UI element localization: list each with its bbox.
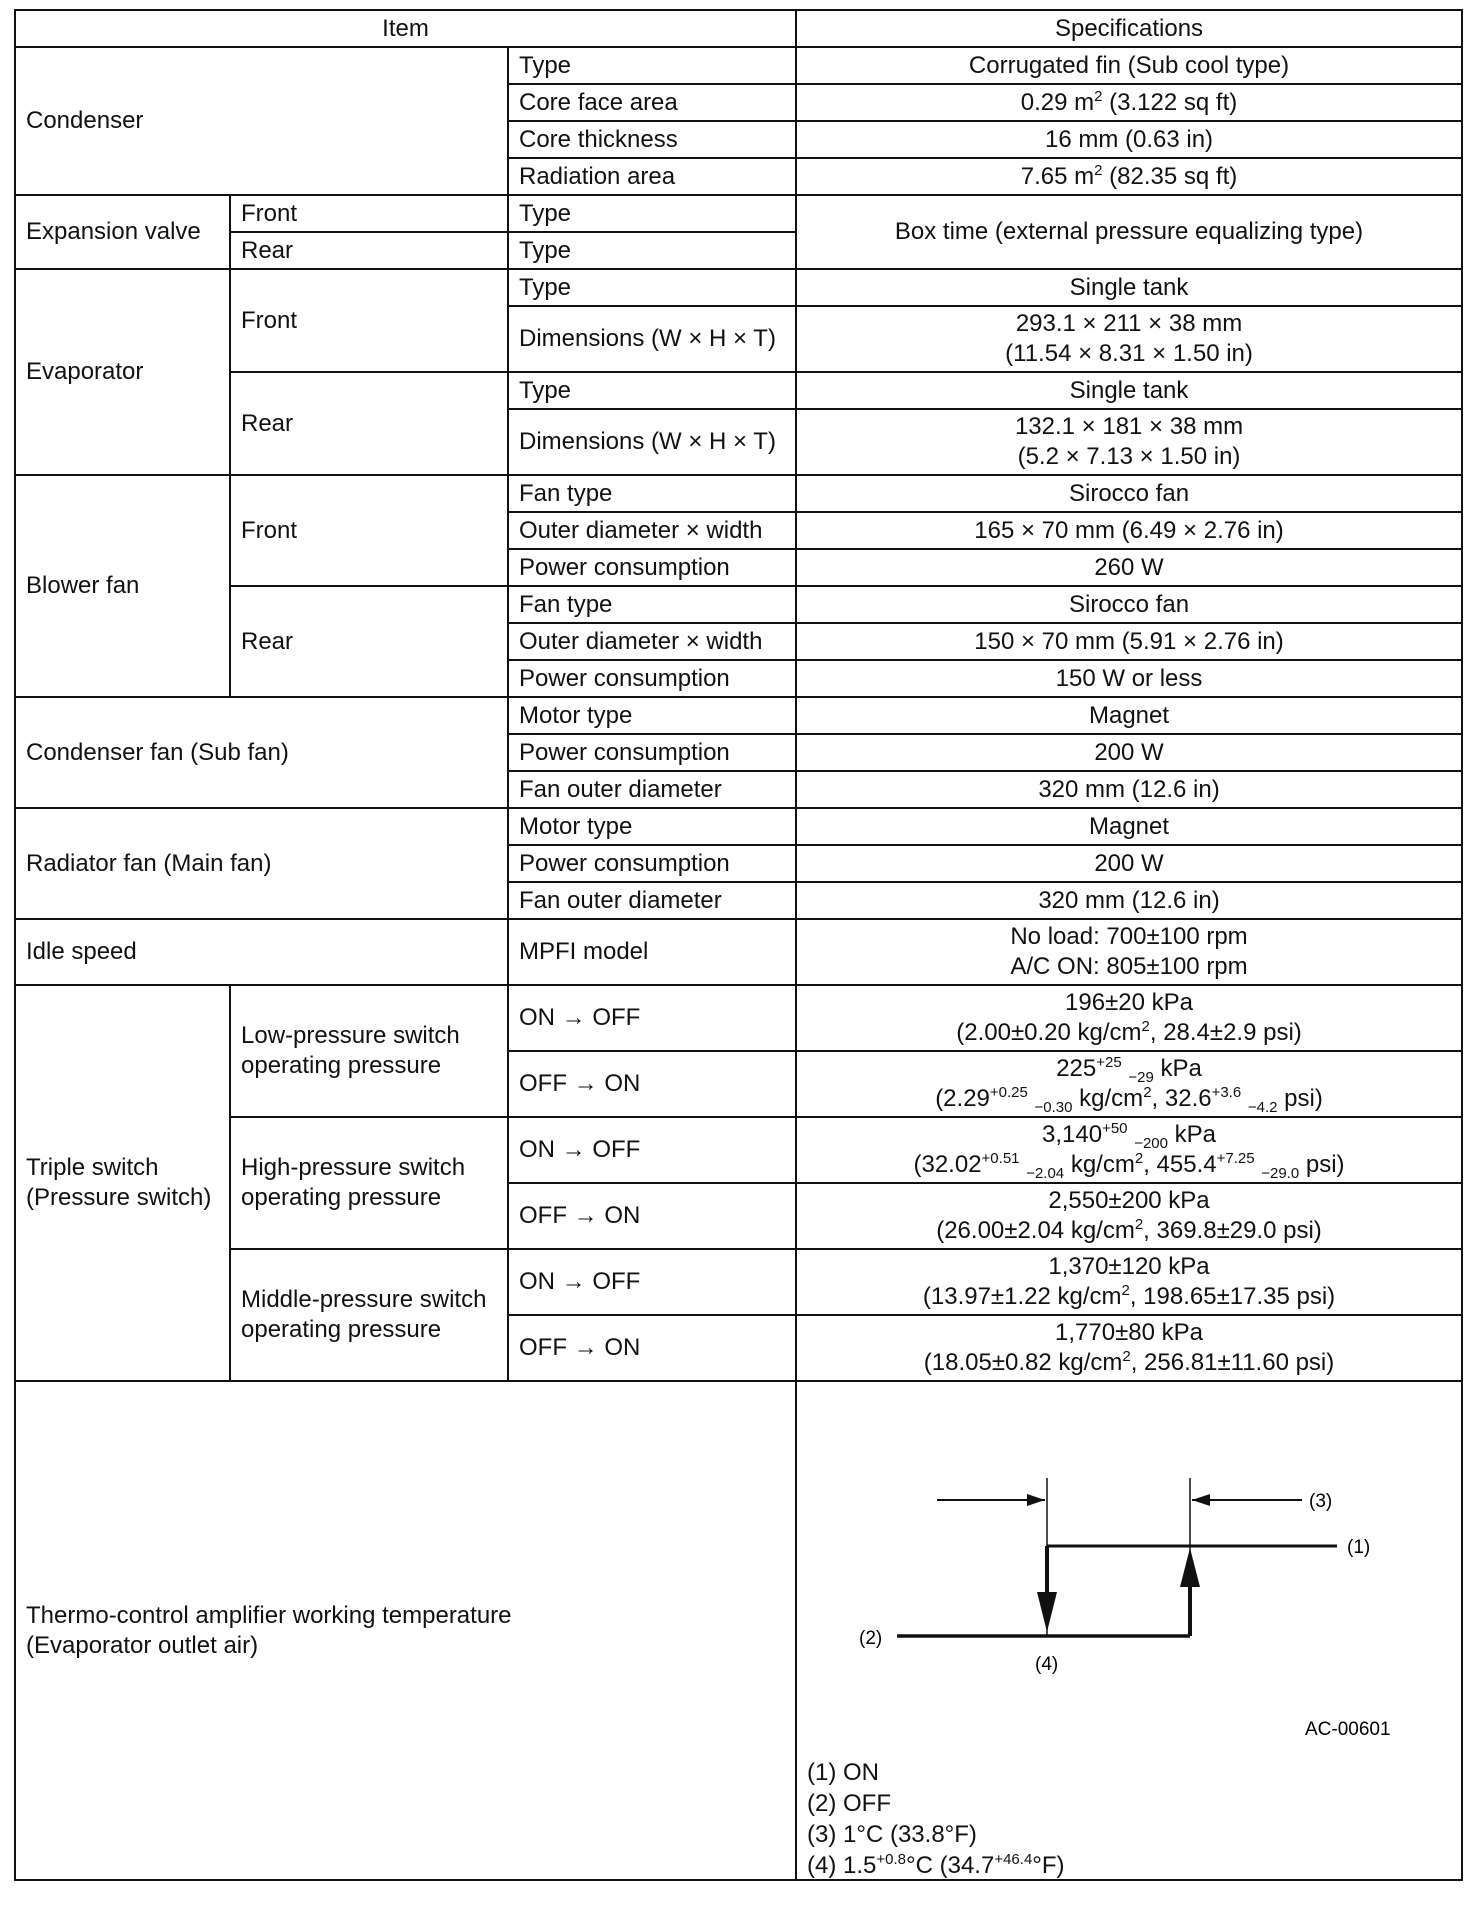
param-cell: Power consumption (508, 660, 796, 697)
middle-pressure-switch-label: Middle-pressure switch operating pressure (230, 1249, 508, 1381)
param-cell: OFF → ON (508, 1183, 796, 1249)
param-cell: Fan type (508, 586, 796, 623)
value-cell: 1,770±80 kPa (18.05±0.82 $kg/cm^2$, 256.81±11.60 psi) (796, 1315, 1462, 1381)
param-cell: Outer diameter × width (508, 512, 796, 549)
param-cell: Type (508, 372, 796, 409)
legend-item: (3) 1°C (33.8°F) (807, 1821, 977, 1848)
expansion-valve-label: Expansion valve (15, 195, 230, 269)
table-row (15, 372, 1462, 409)
condenser-label: Condenser (15, 47, 508, 195)
value-cell: Single tank (796, 372, 1462, 409)
dimension-arrow-right (1027, 1494, 1045, 1506)
subgroup-front: Front (230, 195, 508, 232)
callout-2: (2) (859, 1628, 883, 1649)
value-cell: Single tank (796, 269, 1462, 306)
idle-speed-label: Idle speed (15, 919, 508, 985)
value-cell: 165 × 70 mm (6.49 × 2.76 in) (796, 512, 1462, 549)
param-cell: Fan outer diameter (508, 771, 796, 808)
table-row (15, 985, 1462, 1051)
table-row (15, 1249, 1462, 1315)
value-cell: 293.1 × 211 × 38 mm (11.54 × 8.31 × 1.50 in) (796, 306, 1462, 372)
param-cell: Radiation area (508, 158, 796, 195)
table-row (15, 195, 1462, 232)
param-cell: Type (508, 47, 796, 84)
high-pressure-switch-label: High-pressure switch operating pressure (230, 1117, 508, 1249)
value-cell: 150 W or less (796, 660, 1462, 697)
condenser-fan-label: Condenser fan (Sub fan) (15, 697, 508, 808)
table-row (15, 919, 1462, 985)
param-cell: Outer diameter × width (508, 623, 796, 660)
diagram-legend (807, 1757, 1065, 1880)
value-cell: No load: 700±100 rpm A/C ON: 805±100 rpm (796, 919, 1462, 985)
thermo-diagram-cell (796, 1381, 1462, 1880)
value-cell: 320 mm (12.6 in) (796, 771, 1462, 808)
value-cell: 7.65 $m^2$ (82.35 sq ft) (796, 158, 1462, 195)
value-cell: 0.29 $m^2$ (3.122 sq ft) (796, 84, 1462, 121)
subgroup-rear: Rear (230, 232, 508, 269)
subgroup-rear: Rear (230, 586, 508, 697)
param-cell: ON → OFF (508, 1249, 796, 1315)
param-cell: Core thickness (508, 121, 796, 158)
subgroup-rear: Rear (230, 372, 508, 475)
value-cell: Sirocco fan (796, 475, 1462, 512)
callout-4: (4) (1035, 1654, 1059, 1675)
specifications-table (14, 9, 1463, 1881)
param-cell: OFF → ON (508, 1315, 796, 1381)
param-cell: Power consumption (508, 734, 796, 771)
table-row (15, 47, 1462, 84)
value-cell: 16 mm (0.63 in) (796, 121, 1462, 158)
value-cell: Box time (external pressure equalizing type) (796, 195, 1462, 269)
thermo-label: Thermo-control amplifier working temperature (Evaporator outlet air) (15, 1381, 796, 1880)
low-pressure-switch-label: Low-pressure switch operating pressure (230, 985, 508, 1117)
legend-item: (4) $1.5^{+0.8}^\circ C$ $(34.7^{+46.4}^\circ F)$ (807, 1851, 1065, 1879)
header-item: Item (15, 10, 796, 47)
value-cell: Corrugated fin (Sub cool type) (796, 47, 1462, 84)
up-arrow-head (1180, 1548, 1200, 1587)
table-header-row (15, 10, 1462, 47)
legend-item: (1) ON (807, 1759, 880, 1786)
value-cell: Magnet (796, 808, 1462, 845)
table-row (15, 475, 1462, 512)
param-cell: Type (508, 232, 796, 269)
param-cell: ON → OFF (508, 1117, 796, 1183)
param-cell: Dimensions (W × H × T) (508, 409, 796, 475)
value-cell: 1,370±120 kPa (13.97±1.22 $kg/cm^2$, 198.65±17.35 psi) (796, 1249, 1462, 1315)
value-cell: Sirocco fan (796, 586, 1462, 623)
value-cell: $225^{+25}$ $_{-29}$ kPa ($2.29^{+0.25}$ $_{-0.30}$ $kg/cm^2$, $32.6^{+3.6}$ $_{-4.2}$ psi) (796, 1051, 1462, 1117)
dimension-arrow-left (1192, 1494, 1210, 1506)
value-cell: 320 mm (12.6 in) (796, 882, 1462, 919)
table-row (15, 697, 1462, 734)
blower-fan-label: Blower fan (15, 475, 230, 697)
subgroup-front: Front (230, 475, 508, 586)
table-row (15, 269, 1462, 306)
value-cell: 260 W (796, 549, 1462, 586)
param-cell: MPFI model (508, 919, 796, 985)
param-cell: Core face area (508, 84, 796, 121)
table-row (15, 586, 1462, 623)
header-specifications: Specifications (796, 10, 1462, 47)
triple-switch-label: Triple switch (Pressure switch) (15, 985, 230, 1381)
callout-1: (1) (1347, 1537, 1371, 1558)
thermo-diagram (797, 1382, 1461, 1877)
table-row (15, 1117, 1462, 1183)
legend-item: (2) OFF (807, 1790, 892, 1817)
value-cell: Magnet (796, 697, 1462, 734)
figure-id: AC-00601 (1305, 1719, 1391, 1740)
param-cell: Type (508, 269, 796, 306)
param-cell: ON → OFF (508, 985, 796, 1051)
param-cell: Motor type (508, 808, 796, 845)
value-cell: $3,140^{+50}$ $_{-200}$ kPa ($32.02^{+0.51}$ $_{-2.04}$ $kg/cm^2$, $455.4^{+7.25}$ $_{-29.0}$ psi) (796, 1117, 1462, 1183)
param-cell: OFF → ON (508, 1051, 796, 1117)
value-cell: 150 × 70 mm (5.91 × 2.76 in) (796, 623, 1462, 660)
down-arrow-head (1037, 1592, 1057, 1632)
param-cell: Type (508, 195, 796, 232)
value-cell: 200 W (796, 734, 1462, 771)
param-cell: Fan type (508, 475, 796, 512)
value-cell: 196±20 kPa (2.00±0.20 $kg/cm^2$, 28.4±2.9 psi) (796, 985, 1462, 1051)
param-cell: Fan outer diameter (508, 882, 796, 919)
subgroup-front: Front (230, 269, 508, 372)
radiator-fan-label: Radiator fan (Main fan) (15, 808, 508, 919)
table-row (15, 808, 1462, 845)
param-cell: Dimensions (W × H × T) (508, 306, 796, 372)
value-cell: 200 W (796, 845, 1462, 882)
evaporator-label: Evaporator (15, 269, 230, 475)
table-row (15, 1381, 1462, 1880)
value-cell: 132.1 × 181 × 38 mm (5.2 × 7.13 × 1.50 in) (796, 409, 1462, 475)
param-cell: Motor type (508, 697, 796, 734)
value-cell: 2,550±200 kPa (26.00±2.04 $kg/cm^2$, 369.8±29.0 psi) (796, 1183, 1462, 1249)
param-cell: Power consumption (508, 845, 796, 882)
callout-3: (3) (1309, 1491, 1333, 1512)
param-cell: Power consumption (508, 549, 796, 586)
